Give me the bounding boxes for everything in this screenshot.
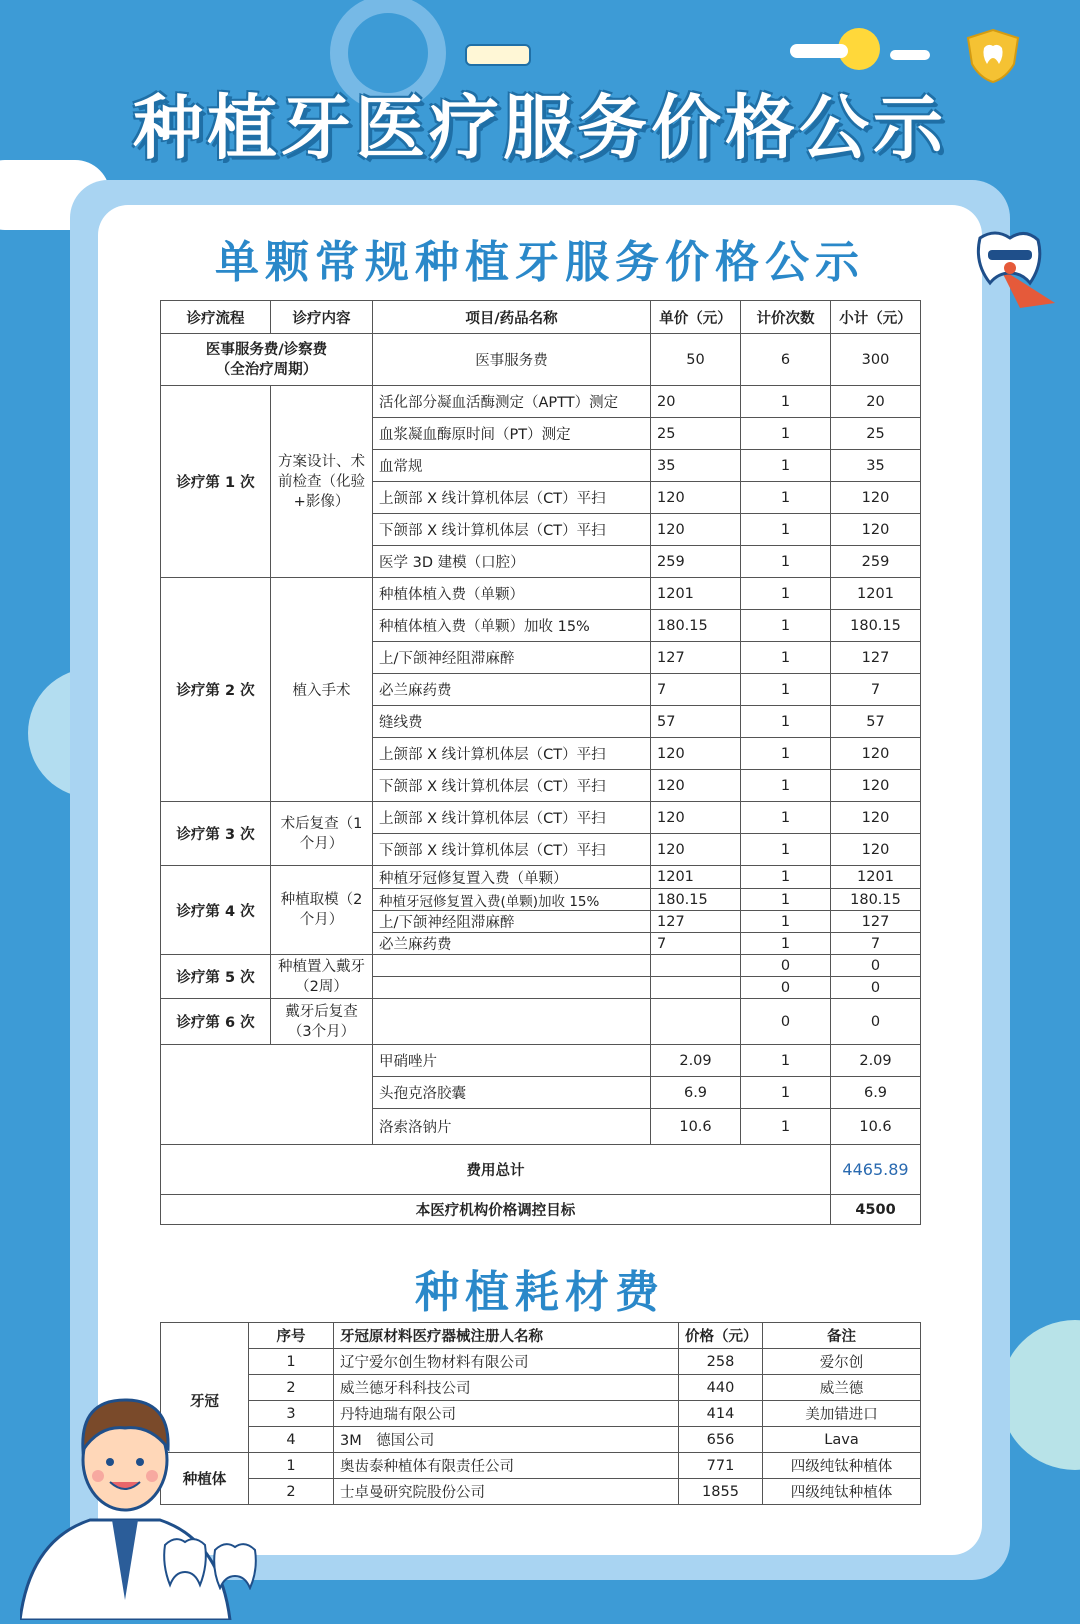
price-cell: [651, 955, 741, 977]
price-cell: 57: [651, 706, 741, 738]
count-cell: 0: [741, 955, 831, 977]
materials-header-row: [161, 1323, 921, 1349]
price-cell: 771: [679, 1453, 763, 1479]
decor-teeth-icon: [160, 1530, 270, 1590]
item-cell: 缝线费: [373, 706, 651, 738]
col-header: 诊疗流程: [161, 301, 271, 334]
item-cell: 医学 3D 建模（口腔）: [373, 546, 651, 578]
target-row: [161, 1195, 921, 1225]
price-header-row: [161, 301, 921, 334]
col-header: 小计（元）: [831, 301, 921, 334]
subtotal-cell: 25: [831, 418, 921, 450]
count-cell: 1: [741, 738, 831, 770]
price-cell: 25: [651, 418, 741, 450]
subtotal-cell: 120: [831, 514, 921, 546]
col-header: 价格（元）: [679, 1323, 763, 1349]
col-header: 计价次数: [741, 301, 831, 334]
count-cell: 1: [741, 933, 831, 955]
subtotal-cell: 180.15: [831, 610, 921, 642]
count-cell: 1: [741, 610, 831, 642]
item-cell: 洛索洛钠片: [373, 1109, 651, 1145]
count-cell: 1: [741, 802, 831, 834]
item-cell: 上/下颌神经阻滞麻醉: [373, 642, 651, 674]
subtotal-cell: 10.6: [831, 1109, 921, 1145]
col-header: 单价（元）: [651, 301, 741, 334]
price-table: [160, 300, 921, 1225]
blank-cell: [161, 1045, 373, 1145]
price-cell: 180.15: [651, 889, 741, 911]
subtotal-cell: 0: [831, 955, 921, 977]
price-cell: 440: [679, 1375, 763, 1401]
item-cell: 必兰麻药费: [373, 933, 651, 955]
item-cell: 下颌部 X 线计算机体层（CT）平扫: [373, 770, 651, 802]
count-cell: 0: [741, 977, 831, 999]
item-cell: 下颌部 X 线计算机体层（CT）平扫: [373, 514, 651, 546]
col-header: 牙冠原材料医疗器械注册人名称: [334, 1323, 679, 1349]
price-cell: [651, 977, 741, 999]
subtotal-cell: 1201: [831, 866, 921, 889]
item-cell: [373, 955, 651, 977]
count-cell: 1: [741, 514, 831, 546]
subtotal-cell: 57: [831, 706, 921, 738]
stage-cell: 诊疗第 6 次: [161, 999, 271, 1045]
note-cell: 四级纯钛种植体: [763, 1453, 921, 1479]
blank-cell: [161, 1323, 249, 1349]
price-cell: 120: [651, 738, 741, 770]
table-row: [161, 334, 921, 386]
item-cell: [373, 977, 651, 999]
implant-label: 种植体: [161, 1453, 249, 1505]
name-cell: 士卓曼研究院股份公司: [334, 1479, 679, 1505]
decor-cloud: [790, 44, 848, 58]
count-cell: 1: [741, 911, 831, 933]
price-cell: [651, 999, 741, 1045]
table-row: [161, 955, 921, 977]
table-row: [161, 1375, 921, 1401]
subtotal-cell: 7: [831, 933, 921, 955]
decor-cloud: [890, 50, 930, 60]
table-row: [161, 1401, 921, 1427]
table-row: [161, 578, 921, 610]
count-cell: 1: [741, 386, 831, 418]
total-value: 4465.89: [831, 1145, 921, 1195]
subtotal-cell: 120: [831, 482, 921, 514]
subtotal-cell: 120: [831, 738, 921, 770]
price-cell: 2.09: [651, 1045, 741, 1077]
count-cell: 0: [741, 999, 831, 1045]
count-cell: 1: [741, 834, 831, 866]
crown-label: 牙冠: [161, 1349, 249, 1453]
count-cell: 1: [741, 450, 831, 482]
price-cell: 6.9: [651, 1077, 741, 1109]
item-cell: 下颌部 X 线计算机体层（CT）平扫: [373, 834, 651, 866]
content-cell: 植入手术: [271, 578, 373, 802]
count-cell: 1: [741, 1109, 831, 1145]
col-header: 备注: [763, 1323, 921, 1349]
note-cell: 威兰德: [763, 1375, 921, 1401]
price-cell: 127: [651, 911, 741, 933]
price-cell: 120: [651, 482, 741, 514]
price-cell: 50: [651, 334, 741, 386]
decor-teeth-icon: [465, 44, 531, 66]
price-cell: 120: [651, 514, 741, 546]
target-label: 本医疗机构价格调控目标: [161, 1195, 831, 1225]
item-cell: 头孢克洛胶囊: [373, 1077, 651, 1109]
total-row: [161, 1145, 921, 1195]
item-cell: 血常规: [373, 450, 651, 482]
price-cell: 20: [651, 386, 741, 418]
price-cell: 259: [651, 546, 741, 578]
materials-table: [160, 1322, 921, 1505]
subtotal-cell: 259: [831, 546, 921, 578]
price-cell: 656: [679, 1427, 763, 1453]
no-cell: 4: [249, 1427, 334, 1453]
item-cell: 必兰麻药费: [373, 674, 651, 706]
count-cell: 1: [741, 546, 831, 578]
table-row: [161, 999, 921, 1045]
price-cell: 1201: [651, 578, 741, 610]
subtotal-cell: 0: [831, 999, 921, 1045]
price-cell: 35: [651, 450, 741, 482]
count-cell: 6: [741, 334, 831, 386]
note-cell: 四级纯钛种植体: [763, 1479, 921, 1505]
content-cell: 术后复查（1个月）: [271, 802, 373, 866]
page-title: 种植牙医疗服务价格公示: [133, 87, 947, 169]
table-row: [161, 1349, 921, 1375]
subtotal-cell: 0: [831, 977, 921, 999]
count-cell: 1: [741, 889, 831, 911]
subtotal-cell: 300: [831, 334, 921, 386]
no-cell: 3: [249, 1401, 334, 1427]
materials-title: 种植耗材费: [415, 1267, 665, 1318]
col-header: 序号: [249, 1323, 334, 1349]
table-row: [161, 1479, 921, 1505]
note-cell: 美加错进口: [763, 1401, 921, 1427]
table-row: [161, 1045, 921, 1077]
no-cell: 2: [249, 1375, 334, 1401]
subtotal-cell: 35: [831, 450, 921, 482]
count-cell: 1: [741, 770, 831, 802]
price-cell: 120: [651, 834, 741, 866]
content-cell: 戴牙后复查（3个月）: [271, 999, 373, 1045]
content-cell: 种植置入戴牙（2周）: [271, 955, 373, 999]
count-cell: 1: [741, 482, 831, 514]
count-cell: 1: [741, 706, 831, 738]
no-cell: 1: [249, 1349, 334, 1375]
subtotal-cell: 20: [831, 386, 921, 418]
subtotal-cell: 120: [831, 834, 921, 866]
item-cell: 种植牙冠修复置入费（单颗）: [373, 866, 651, 889]
stage-cell: 诊疗第 4 次: [161, 866, 271, 955]
price-cell: 414: [679, 1401, 763, 1427]
content-cell: 方案设计、术前检查（化验+影像）: [271, 386, 373, 578]
subtotal-cell: 2.09: [831, 1045, 921, 1077]
item-cell: 医事服务费: [373, 334, 651, 386]
name-cell: 3M 德国公司: [334, 1427, 679, 1453]
count-cell: 1: [741, 1077, 831, 1109]
price-cell: 1201: [651, 866, 741, 889]
count-cell: 1: [741, 1045, 831, 1077]
name-cell: 奥齿泰种植体有限责任公司: [334, 1453, 679, 1479]
count-cell: 1: [741, 674, 831, 706]
subtotal-cell: 180.15: [831, 889, 921, 911]
item-cell: 种植牙冠修复置入费(单颗)加收 15%: [373, 889, 651, 911]
price-cell: 127: [651, 642, 741, 674]
item-cell: [373, 999, 651, 1045]
stage-cell: 诊疗第 2 次: [161, 578, 271, 802]
price-table-title: 单颗常规种植牙服务价格公示: [215, 237, 865, 288]
subtotal-cell: 7: [831, 674, 921, 706]
price-cell: 10.6: [651, 1109, 741, 1145]
item-cell: 血浆凝血酶原时间（PT）测定: [373, 418, 651, 450]
item-cell: 上颌部 X 线计算机体层（CT）平扫: [373, 738, 651, 770]
stage-cell: 医事服务费/诊察费 （全治疗周期）: [161, 334, 373, 386]
decor-bubble: [1000, 1320, 1080, 1470]
count-cell: 1: [741, 418, 831, 450]
item-cell: 上/下颌神经阻滞麻醉: [373, 911, 651, 933]
col-header: 诊疗内容: [271, 301, 373, 334]
item-cell: 上颌部 X 线计算机体层（CT）平扫: [373, 802, 651, 834]
price-cell: 120: [651, 770, 741, 802]
note-cell: Lava: [763, 1427, 921, 1453]
item-cell: 种植体植入费（单颗）: [373, 578, 651, 610]
price-cell: 120: [651, 802, 741, 834]
note-cell: 爱尔创: [763, 1349, 921, 1375]
no-cell: 1: [249, 1453, 334, 1479]
item-cell: 上颌部 X 线计算机体层（CT）平扫: [373, 482, 651, 514]
stage-cell: 诊疗第 3 次: [161, 802, 271, 866]
price-cell: 258: [679, 1349, 763, 1375]
table-row: [161, 866, 921, 889]
no-cell: 2: [249, 1479, 334, 1505]
table-row: [161, 1427, 921, 1453]
price-cell: 180.15: [651, 610, 741, 642]
item-cell: 种植体植入费（单颗）加收 15%: [373, 610, 651, 642]
name-cell: 威兰德牙科科技公司: [334, 1375, 679, 1401]
item-cell: 甲硝唑片: [373, 1045, 651, 1077]
price-cell: 1855: [679, 1479, 763, 1505]
price-cell: 7: [651, 933, 741, 955]
subtotal-cell: 1201: [831, 578, 921, 610]
stage-cell: 诊疗第 1 次: [161, 386, 271, 578]
stage-cell: 诊疗第 5 次: [161, 955, 271, 999]
table-row: [161, 802, 921, 834]
subtotal-cell: 127: [831, 911, 921, 933]
subtotal-cell: 120: [831, 770, 921, 802]
name-cell: 丹特迪瑞有限公司: [334, 1401, 679, 1427]
table-row: [161, 386, 921, 418]
count-cell: 1: [741, 866, 831, 889]
table-row: [161, 1453, 921, 1479]
col-header: 项目/药品名称: [373, 301, 651, 334]
subtotal-cell: 120: [831, 802, 921, 834]
count-cell: 1: [741, 642, 831, 674]
count-cell: 1: [741, 578, 831, 610]
price-cell: 7: [651, 674, 741, 706]
subtotal-cell: 6.9: [831, 1077, 921, 1109]
item-cell: 活化部分凝血活酶测定（APTT）测定: [373, 386, 651, 418]
name-cell: 辽宁爱尔创生物材料有限公司: [334, 1349, 679, 1375]
target-value: 4500: [831, 1195, 921, 1225]
total-label: 费用总计: [161, 1145, 831, 1195]
content-cell: 种植取模（2个月）: [271, 866, 373, 955]
subtotal-cell: 127: [831, 642, 921, 674]
